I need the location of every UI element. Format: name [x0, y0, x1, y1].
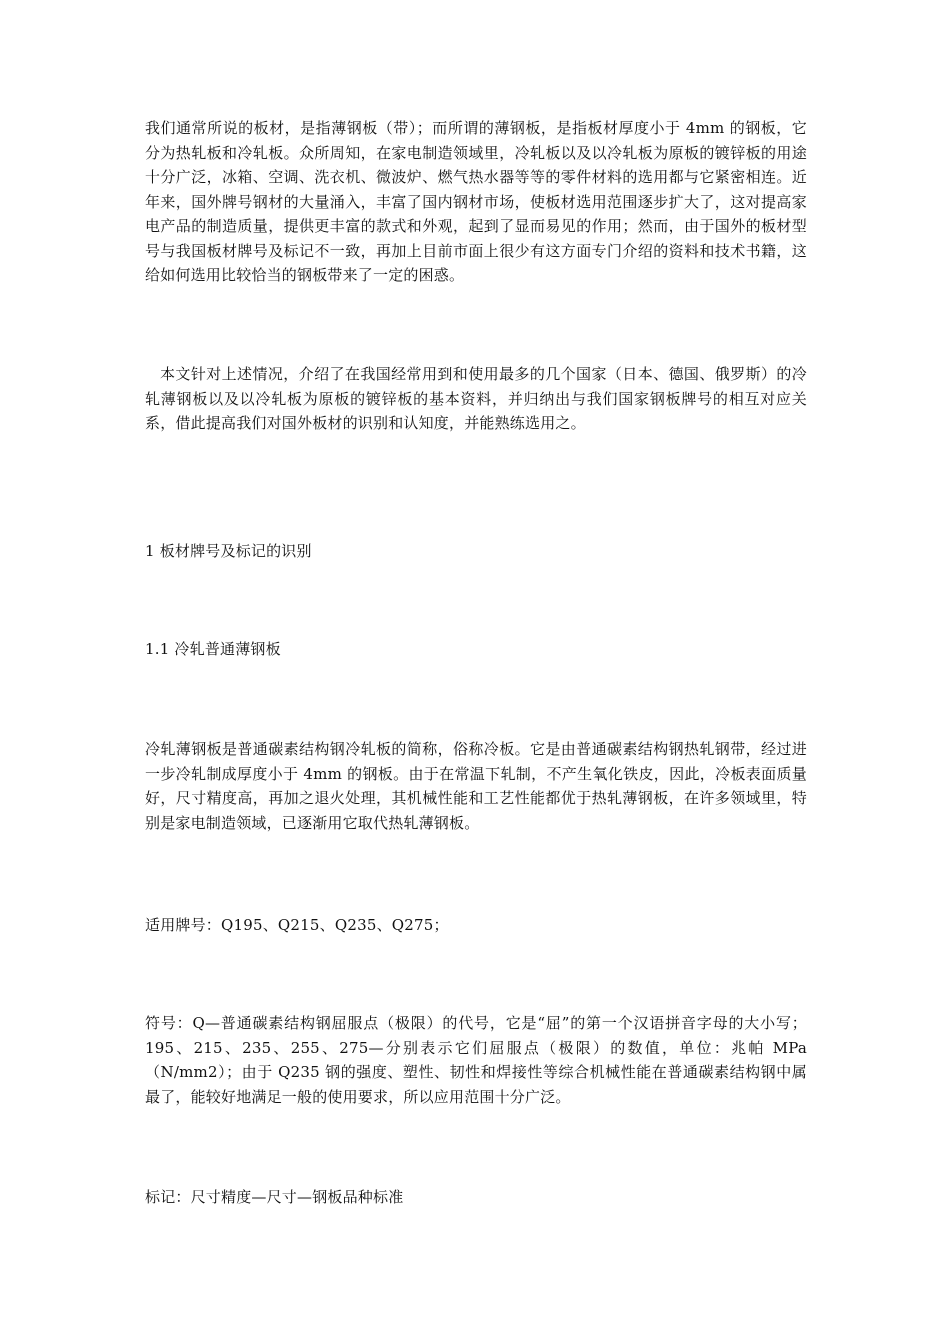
symbol-explanation-paragraph: 符号：Q—普通碳素结构钢屈服点（极限）的代号，它是“屈”的第一个汉语拼音字母的大小写；195、215、235、255、275—分别表示它们屈服点（极限）的数值，单位：兆帕 MPa（N/mm2）；由于 Q235 钢的强度、塑性、韧性和焊接性等综合机械性能在普通碳素结构钢中属最了，能较好地满足一般的使用要求，所以应用范围十分广泛。 [145, 1014, 807, 1106]
subsection-heading: 1.1 冷轧普通薄钢板 [145, 640, 281, 658]
scope-paragraph: 本文针对上述情况，介绍了在我国经常用到和使用最多的几个国家（日本、德国、俄罗斯）的冷轧薄钢板以及以冷轧板为原板的镀锌板的基本资料，并归纳出与我们国家钢板牌号的相互对应关系，借此提高我们对国外板材的识别和认知度，并能熟练选用之。 [145, 365, 807, 432]
intro-paragraph: 我们通常所说的板材，是指薄钢板（带）；而所谓的薄钢板，是指板材厚度小于 4mm 的钢板，它分为热轧板和冷轧板。众所周知，在家电制造领域里，冷轧板以及以冷轧板为原板的镀锌板的用途十分广泛，冰箱、空调、洗衣机、微波炉、燃气热水器等等的零件材料的选用都与它紧密相连。近年来，国外牌号钢材的大量涌入，丰富了国内钢材市场，使板材选用范围逐步扩大了，这对提高家电产品的制造质量，提供更丰富的款式和外观，起到了显而易见的作用；然而，由于国外的板材型号与我国板材牌号及标记不一致，再加上目前市面上很少有这方面专门介绍的资料和技术书籍，这给如何选用比较恰当的钢板带来了一定的困惑。 [145, 119, 807, 284]
marking-paragraph: 标记：尺寸精度—尺寸—钢板品种标准 [145, 1188, 404, 1206]
section-heading: 1 板材牌号及标记的识别 [145, 542, 312, 560]
applicable-grades-paragraph: 适用牌号：Q195、Q215、Q235、Q275； [145, 916, 449, 934]
cold-rolled-description-paragraph: 冷轧薄钢板是普通碳素结构钢冷轧板的简称，俗称冷板。它是由普通碳素结构钢热轧钢带，经过进一步冷轧制成厚度小于 4mm 的钢板。由于在常温下轧制，不产生氧化铁皮，因此，冷板表面质量好，尺寸精度高，再加之退火处理，其机械性能和工艺性能都优于热轧薄钢板，在许多领域里，特别是家电制造领域，已逐渐用它取代热轧薄钢板。 [145, 740, 807, 832]
